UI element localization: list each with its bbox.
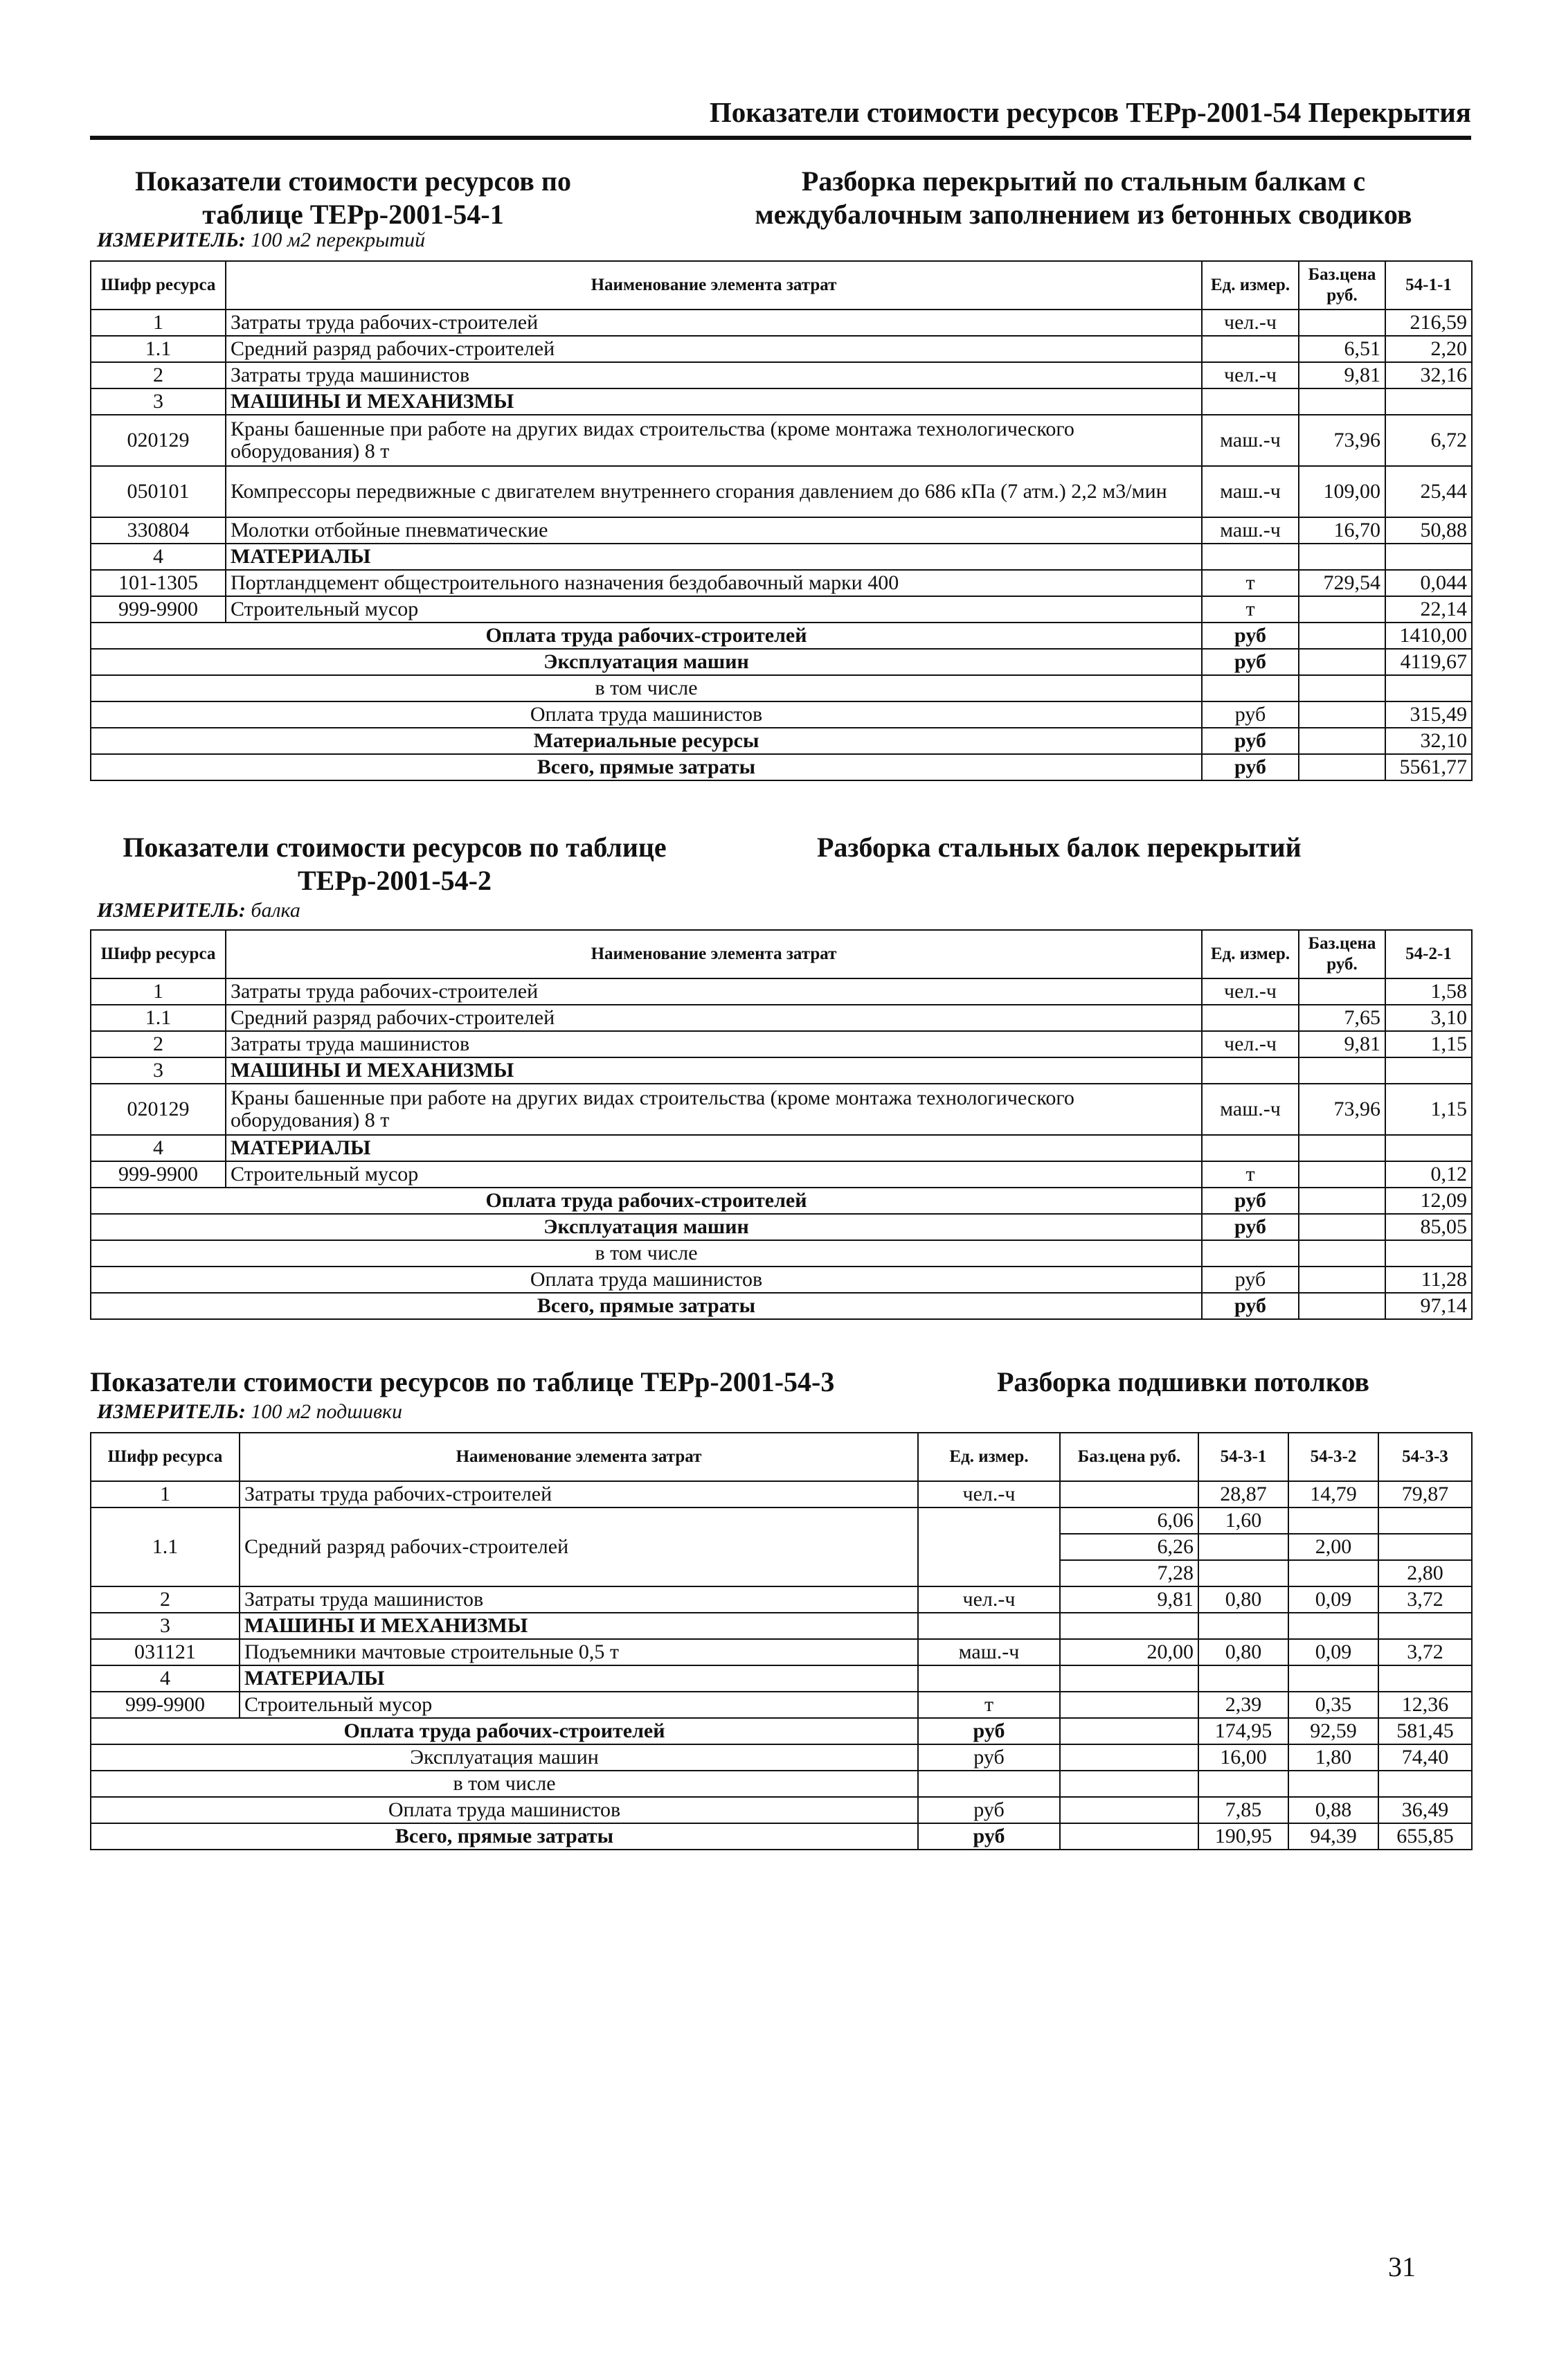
value-cell: 3,72 — [1378, 1586, 1472, 1613]
resource-code: 999-9900 — [91, 1161, 226, 1188]
table-row — [91, 1507, 1472, 1534]
empty-cell — [1060, 1797, 1198, 1823]
unit-cell: руб — [1202, 728, 1299, 754]
price-cell — [1299, 1135, 1385, 1161]
resource-code: 020129 — [91, 1084, 226, 1135]
total-label: Оплата труда рабочих-строителей — [91, 1718, 918, 1744]
value-cell: 1,58 — [1385, 978, 1472, 1005]
total-value: 190,95 — [1198, 1823, 1288, 1850]
table-row — [91, 649, 1472, 675]
resource-code: 330804 — [91, 517, 226, 544]
resource-name: Строительный мусор — [226, 596, 1202, 623]
unit-cell: руб — [918, 1744, 1060, 1771]
table-row — [91, 1267, 1472, 1293]
table-row — [91, 310, 1472, 336]
unit-cell: руб — [1202, 1214, 1299, 1240]
table-row — [91, 1214, 1472, 1240]
section-title: Показатели стоимости ресурсов по таблице ТЕРр-2001-54-1 — [135, 165, 571, 230]
unit-cell — [1202, 1005, 1299, 1031]
unit-cell — [918, 1507, 1060, 1586]
unit-cell: маш.-ч — [1202, 415, 1299, 466]
total-value: 11,28 — [1385, 1267, 1472, 1293]
table-body — [91, 978, 1472, 1319]
total-value: 12,09 — [1385, 1188, 1472, 1214]
unit-cell — [1202, 1057, 1299, 1084]
unit-cell — [1202, 1240, 1299, 1267]
unit-cell: чел.-ч — [1202, 310, 1299, 336]
total-value — [1385, 1240, 1472, 1267]
price-cell — [1060, 1613, 1198, 1639]
total-label: в том числе — [91, 675, 1202, 701]
price-cell — [1060, 1481, 1198, 1507]
resource-name: МАТЕРИАЛЫ — [240, 1665, 918, 1692]
measure-label: ИЗМЕРИТЕЛЬ: — [97, 899, 246, 922]
total-value — [1378, 1771, 1472, 1797]
empty-cell — [1060, 1771, 1198, 1797]
price-cell: 6,51 — [1299, 336, 1385, 362]
unit-cell: т — [918, 1692, 1060, 1718]
resource-table-54-1 — [90, 260, 1473, 781]
empty-cell — [1299, 649, 1385, 675]
header-col-1: 54-3-1 — [1198, 1433, 1288, 1481]
price-cell: 729,54 — [1299, 570, 1385, 596]
header-name: Наименование элемента затрат — [226, 930, 1202, 978]
resource-code: 1.1 — [91, 1005, 226, 1031]
value-cell: 28,87 — [1198, 1481, 1288, 1507]
header-name: Наименование элемента затрат — [240, 1433, 918, 1481]
measure-line — [97, 229, 425, 252]
page-header: Показатели стоимости ресурсов ТЕРр-2001-54 Перекрытия — [90, 96, 1471, 140]
unit-cell: руб — [918, 1823, 1060, 1850]
value-cell — [1198, 1560, 1288, 1586]
table-row — [91, 728, 1472, 754]
value-cell: 50,88 — [1385, 517, 1472, 544]
table-body — [91, 310, 1472, 780]
resource-code: 2 — [91, 1586, 240, 1613]
table-row — [91, 701, 1472, 728]
total-value — [1288, 1771, 1378, 1797]
header-col-2: 54-3-2 — [1288, 1433, 1378, 1481]
unit-cell: руб — [1202, 701, 1299, 728]
value-cell: 1,15 — [1385, 1084, 1472, 1135]
price-cell: 73,96 — [1299, 415, 1385, 466]
total-value: 36,49 — [1378, 1797, 1472, 1823]
unit-cell — [918, 1771, 1060, 1797]
unit-cell: руб — [1202, 1267, 1299, 1293]
resource-name: Молотки отбойные пневматические — [226, 517, 1202, 544]
resource-code: 4 — [91, 544, 226, 570]
total-value: 16,00 — [1198, 1744, 1288, 1771]
table-row — [91, 1718, 1472, 1744]
resource-code: 1 — [91, 1481, 240, 1507]
resource-name: Краны башенные при работе на других видах строительства (кроме монтажа технологического оборудования) 8 т — [226, 1084, 1202, 1135]
table-row — [91, 1586, 1472, 1613]
total-value: 85,05 — [1385, 1214, 1472, 1240]
total-label: Всего, прямые затраты — [91, 1293, 1202, 1319]
resource-code: 3 — [91, 1057, 226, 1084]
total-value: 655,85 — [1378, 1823, 1472, 1850]
total-value: 94,39 — [1288, 1823, 1378, 1850]
header-price: Баз.цена руб. — [1060, 1433, 1198, 1481]
value-cell — [1385, 1135, 1472, 1161]
resource-code: 999-9900 — [91, 596, 226, 623]
value-cell: 12,36 — [1378, 1692, 1472, 1718]
unit-cell: руб — [1202, 623, 1299, 649]
unit-cell — [1202, 675, 1299, 701]
unit-cell — [1202, 388, 1299, 415]
value-cell — [1378, 1507, 1472, 1534]
empty-cell — [1060, 1718, 1198, 1744]
price-cell: 6,26 — [1060, 1534, 1198, 1560]
section-title: Показатели стоимости ресурсов по таблице ТЕРр-2001-54-3 — [90, 1366, 835, 1397]
price-cell: 7,65 — [1299, 1005, 1385, 1031]
measure-value: 100 м2 перекрытий — [251, 229, 426, 251]
total-label: в том числе — [91, 1771, 918, 1797]
total-value: 315,49 — [1385, 701, 1472, 728]
header-code: Шифр ресурса — [91, 261, 226, 310]
resource-name: МАШИНЫ И МЕХАНИЗМЫ — [240, 1613, 918, 1639]
price-cell — [1060, 1692, 1198, 1718]
measure-value: 100 м2 подшивки — [251, 1400, 403, 1423]
empty-cell — [1299, 1293, 1385, 1319]
table-row — [91, 1771, 1472, 1797]
resource-name: Портландцемент общестроительного назначения бездобавочный марки 400 — [226, 570, 1202, 596]
table-row — [91, 978, 1472, 1005]
header-unit: Ед. измер. — [1202, 930, 1299, 978]
empty-cell — [1299, 701, 1385, 728]
resource-code: 1.1 — [91, 336, 226, 362]
total-label: Эксплуатация машин — [91, 1214, 1202, 1240]
value-cell: 0,12 — [1385, 1161, 1472, 1188]
price-cell — [1299, 978, 1385, 1005]
total-label: в том числе — [91, 1240, 1202, 1267]
value-cell: 0,80 — [1198, 1639, 1288, 1665]
header-unit: Ед. измер. — [918, 1433, 1060, 1481]
table-row — [91, 1481, 1472, 1507]
resource-name: Затраты труда рабочих-строителей — [226, 978, 1202, 1005]
header-col: 54-2-1 — [1385, 930, 1472, 978]
value-cell — [1288, 1665, 1378, 1692]
price-cell: 73,96 — [1299, 1084, 1385, 1135]
table-row — [91, 362, 1472, 388]
unit-cell: маш.-ч — [1202, 517, 1299, 544]
unit-cell — [1202, 544, 1299, 570]
total-value — [1385, 675, 1472, 701]
price-cell: 20,00 — [1060, 1639, 1198, 1665]
value-cell: 22,14 — [1385, 596, 1472, 623]
unit-cell: руб — [1202, 1188, 1299, 1214]
empty-cell — [1299, 675, 1385, 701]
resource-name: МАШИНЫ И МЕХАНИЗМЫ — [226, 1057, 1202, 1084]
table-row — [91, 1135, 1472, 1161]
unit-cell: чел.-ч — [1202, 978, 1299, 1005]
unit-cell: т — [1202, 1161, 1299, 1188]
table-row — [91, 336, 1472, 362]
resource-name: Строительный мусор — [226, 1161, 1202, 1188]
header-price: Баз.цена руб. — [1299, 930, 1385, 978]
resource-code: 999-9900 — [91, 1692, 240, 1718]
total-label: Всего, прямые затраты — [91, 1823, 918, 1850]
table-row — [91, 1823, 1472, 1850]
section-subtitle: Разборка стальных балок перекрытий — [817, 832, 1302, 863]
resource-code: 3 — [91, 1613, 240, 1639]
header-unit: Ед. измер. — [1202, 261, 1299, 310]
resource-code: 1 — [91, 310, 226, 336]
total-label: Оплата труда машинистов — [91, 701, 1202, 728]
table-row — [91, 1031, 1472, 1057]
value-cell: 1,60 — [1198, 1507, 1288, 1534]
total-label: Эксплуатация машин — [91, 649, 1202, 675]
empty-cell — [1060, 1823, 1198, 1850]
section-subtitle: Разборка подшивки потолков — [997, 1366, 1369, 1397]
total-value: 92,59 — [1288, 1718, 1378, 1744]
value-cell: 0,09 — [1288, 1639, 1378, 1665]
value-cell: 2,00 — [1288, 1534, 1378, 1560]
resource-table-54-2 — [90, 929, 1473, 1320]
table-row — [91, 1665, 1472, 1692]
empty-cell — [1299, 1188, 1385, 1214]
resource-code: 1 — [91, 978, 226, 1005]
table-row — [91, 517, 1472, 544]
unit-cell: т — [1202, 596, 1299, 623]
total-label: Эксплуатация машин — [91, 1744, 918, 1771]
value-cell: 3,10 — [1385, 1005, 1472, 1031]
value-cell — [1385, 1057, 1472, 1084]
value-cell — [1198, 1613, 1288, 1639]
unit-cell — [918, 1665, 1060, 1692]
value-cell — [1198, 1534, 1288, 1560]
table-row — [91, 1240, 1472, 1267]
price-cell — [1299, 596, 1385, 623]
total-label: Всего, прямые затраты — [91, 754, 1202, 780]
price-cell — [1299, 1161, 1385, 1188]
table-row — [91, 1293, 1472, 1319]
resource-name: Средний разряд рабочих-строителей — [226, 1005, 1202, 1031]
resource-name: Затраты труда рабочих-строителей — [226, 310, 1202, 336]
resource-code: 020129 — [91, 415, 226, 466]
resource-name: МАТЕРИАЛЫ — [226, 544, 1202, 570]
unit-cell: чел.-ч — [1202, 1031, 1299, 1057]
table-row — [91, 1797, 1472, 1823]
value-cell — [1385, 388, 1472, 415]
value-cell — [1378, 1613, 1472, 1639]
price-cell: 9,81 — [1299, 362, 1385, 388]
total-label: Оплата труда машинистов — [91, 1267, 1202, 1293]
header-col-3: 54-3-3 — [1378, 1433, 1472, 1481]
value-cell: 14,79 — [1288, 1481, 1378, 1507]
table-row — [91, 388, 1472, 415]
table-row — [91, 1692, 1472, 1718]
value-cell: 0,80 — [1198, 1586, 1288, 1613]
value-cell: 1,15 — [1385, 1031, 1472, 1057]
total-label: Оплата труда машинистов — [91, 1797, 918, 1823]
table-row — [91, 1084, 1472, 1135]
total-label: Оплата труда рабочих-строителей — [91, 1188, 1202, 1214]
total-value: 174,95 — [1198, 1718, 1288, 1744]
resource-code: 031121 — [91, 1639, 240, 1665]
empty-cell — [1299, 1240, 1385, 1267]
price-cell: 9,81 — [1299, 1031, 1385, 1057]
resource-code: 2 — [91, 1031, 226, 1057]
measure-label: ИЗМЕРИТЕЛЬ: — [97, 229, 246, 251]
table-row — [91, 1639, 1472, 1665]
section-title: Показатели стоимости ресурсов по таблице ТЕРр-2001-54-2 — [123, 832, 667, 896]
value-cell — [1378, 1665, 1472, 1692]
measure-line — [97, 1400, 402, 1424]
table-row — [91, 1613, 1472, 1639]
value-cell: 2,80 — [1378, 1560, 1472, 1586]
resource-name: Средний разряд рабочих-строителей — [226, 336, 1202, 362]
empty-cell — [1299, 728, 1385, 754]
total-value: 74,40 — [1378, 1744, 1472, 1771]
price-cell: 9,81 — [1060, 1586, 1198, 1613]
total-value: 7,85 — [1198, 1797, 1288, 1823]
value-cell: 2,20 — [1385, 336, 1472, 362]
resource-name: Строительный мусор — [240, 1692, 918, 1718]
table-row — [91, 1005, 1472, 1031]
empty-cell — [1060, 1744, 1198, 1771]
price-cell: 109,00 — [1299, 466, 1385, 517]
resource-name: Затраты труда рабочих-строителей — [240, 1481, 918, 1507]
value-cell — [1288, 1560, 1378, 1586]
price-cell: 7,28 — [1060, 1560, 1198, 1586]
value-cell: 0,044 — [1385, 570, 1472, 596]
unit-cell: руб — [1202, 754, 1299, 780]
resource-code: 050101 — [91, 466, 226, 517]
value-cell — [1288, 1613, 1378, 1639]
resource-name: Подъемники мачтовые строительные 0,5 т — [240, 1639, 918, 1665]
table-row — [91, 675, 1472, 701]
total-value: 581,45 — [1378, 1718, 1472, 1744]
total-label: Материальные ресурсы — [91, 728, 1202, 754]
resource-code: 3 — [91, 388, 226, 415]
unit-cell: чел.-ч — [918, 1586, 1060, 1613]
table-row — [91, 570, 1472, 596]
table-row — [91, 754, 1472, 780]
value-cell: 32,16 — [1385, 362, 1472, 388]
resource-name: Средний разряд рабочих-строителей — [240, 1507, 918, 1586]
unit-cell: руб — [918, 1718, 1060, 1744]
resource-name: Краны башенные при работе на других видах строительства (кроме монтажа технологического оборудования) 8 т — [226, 415, 1202, 466]
header-col: 54-1-1 — [1385, 261, 1472, 310]
resource-code: 4 — [91, 1665, 240, 1692]
unit-cell — [1202, 1135, 1299, 1161]
unit-cell: маш.-ч — [918, 1639, 1060, 1665]
table-row — [91, 623, 1472, 649]
price-cell — [1060, 1665, 1198, 1692]
table-row — [91, 544, 1472, 570]
resource-code: 4 — [91, 1135, 226, 1161]
value-cell — [1385, 544, 1472, 570]
table-row — [91, 1161, 1472, 1188]
header-price: Баз.цена руб. — [1299, 261, 1385, 310]
resource-name: Затраты труда машинистов — [226, 362, 1202, 388]
total-value: 5561,77 — [1385, 754, 1472, 780]
table-row — [91, 1744, 1472, 1771]
unit-cell: руб — [1202, 1293, 1299, 1319]
value-cell — [1198, 1665, 1288, 1692]
resource-code: 101-1305 — [91, 570, 226, 596]
price-cell — [1299, 544, 1385, 570]
resource-table-54-3 — [90, 1432, 1473, 1850]
value-cell: 6,72 — [1385, 415, 1472, 466]
value-cell: 216,59 — [1385, 310, 1472, 336]
unit-cell: т — [1202, 570, 1299, 596]
total-value: 32,10 — [1385, 728, 1472, 754]
value-cell — [1378, 1534, 1472, 1560]
header-name: Наименование элемента затрат — [226, 261, 1202, 310]
resource-name: Затраты труда машинистов — [226, 1031, 1202, 1057]
resource-name: Затраты труда машинистов — [240, 1586, 918, 1613]
table-body — [91, 1481, 1472, 1850]
resource-name: Компрессоры передвижные с двигателем внутреннего сгорания давлением до 686 кПа (7 атм.) 2,2 м3/мин — [226, 466, 1202, 517]
unit-cell: маш.-ч — [1202, 466, 1299, 517]
page-number: 31 — [1388, 2251, 1416, 2282]
resource-name: МАШИНЫ И МЕХАНИЗМЫ — [226, 388, 1202, 415]
table-row — [91, 415, 1472, 466]
value-cell: 2,39 — [1198, 1692, 1288, 1718]
value-cell: 0,35 — [1288, 1692, 1378, 1718]
header-code: Шифр ресурса — [91, 1433, 240, 1481]
empty-cell — [1299, 1214, 1385, 1240]
empty-cell — [1299, 623, 1385, 649]
total-label: Оплата труда рабочих-строителей — [91, 623, 1202, 649]
empty-cell — [1299, 1267, 1385, 1293]
measure-value: балка — [251, 899, 300, 922]
unit-cell — [1202, 336, 1299, 362]
resource-name: МАТЕРИАЛЫ — [226, 1135, 1202, 1161]
value-cell — [1288, 1507, 1378, 1534]
table-row — [91, 466, 1472, 517]
value-cell: 0,09 — [1288, 1586, 1378, 1613]
price-cell: 16,70 — [1299, 517, 1385, 544]
unit-cell — [918, 1613, 1060, 1639]
total-value: 4119,67 — [1385, 649, 1472, 675]
table-row — [91, 1188, 1472, 1214]
total-value — [1198, 1771, 1288, 1797]
price-cell: 6,06 — [1060, 1507, 1198, 1534]
price-cell — [1299, 310, 1385, 336]
unit-cell: руб — [918, 1797, 1060, 1823]
total-value: 1,80 — [1288, 1744, 1378, 1771]
resource-code: 2 — [91, 362, 226, 388]
value-cell: 25,44 — [1385, 466, 1472, 517]
measure-line — [97, 899, 300, 922]
unit-cell: маш.-ч — [1202, 1084, 1299, 1135]
price-cell — [1299, 388, 1385, 415]
unit-cell: чел.-ч — [918, 1481, 1060, 1507]
total-value: 1410,00 — [1385, 623, 1472, 649]
value-cell: 79,87 — [1378, 1481, 1472, 1507]
resource-code: 1.1 — [91, 1507, 240, 1586]
section-subtitle: Разборка перекрытий по стальным балкам с междубалочным заполнением из бетонных сводиков — [755, 165, 1412, 230]
total-value: 97,14 — [1385, 1293, 1472, 1319]
empty-cell — [1299, 754, 1385, 780]
price-cell — [1299, 1057, 1385, 1084]
total-value: 0,88 — [1288, 1797, 1378, 1823]
value-cell: 3,72 — [1378, 1639, 1472, 1665]
header-code: Шифр ресурса — [91, 930, 226, 978]
table-row — [91, 596, 1472, 623]
table-row — [91, 1057, 1472, 1084]
unit-cell: руб — [1202, 649, 1299, 675]
measure-label: ИЗМЕРИТЕЛЬ: — [97, 1400, 246, 1423]
unit-cell: чел.-ч — [1202, 362, 1299, 388]
